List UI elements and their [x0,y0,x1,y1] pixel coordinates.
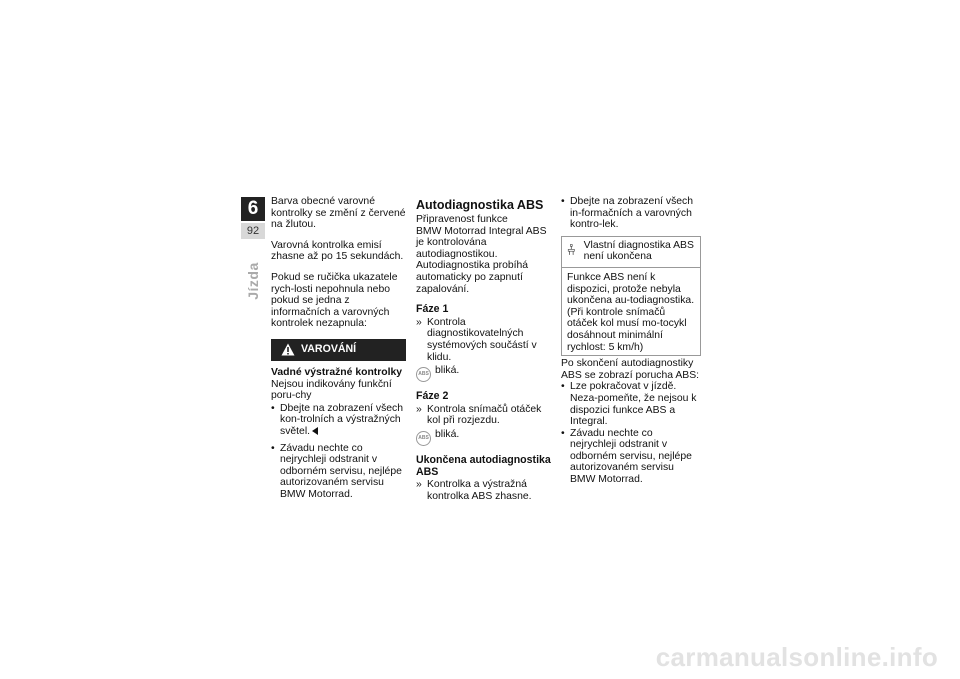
list-item: • Závadu nechte co nejrychleji odstranit v odborném servisu, nejlépe autorizovaném servisu BMW Motorrad. [271,443,406,501]
wrench-info-icon [567,240,576,260]
list-item: » Kontrola diagnostikovatelných systémových součástí v klidu. [416,317,551,363]
abs-light-icon: ABS [416,431,431,446]
info-box-title: Vlastní diagnostika ABS není ukončena [583,239,694,263]
column-3 [561,196,701,492]
info-box-header [562,237,700,268]
phase2-title: Fáze 2 [416,390,449,403]
column-2 [416,196,551,502]
chapter-number: 6 [241,197,265,221]
list-item: » Kontrolka a výstražná kontrolka ABS zhasne. [416,479,551,502]
fault-bullet-list [561,381,701,485]
warning-banner [271,339,406,361]
list-item: • Lze pokračovat v jízdě. Neza-pomeňte, že nejsou k dispozici funkce ABS a Integral. [561,381,701,427]
phase1-status: bliká. [435,365,460,377]
list-item: • Závadu nechte co nejrychleji odstranit v odborném servisu, nejlépe autorizovaném servisu BMW Motorrad. [561,428,701,486]
abs-light-icon: ABS [416,367,431,382]
section-heading: Autodiagnostika ABS [416,198,544,212]
column-1 [271,196,406,506]
done-title: Ukončena autodiagnostika ABS [416,453,551,478]
list-item: » Kontrola snímačů otáček kol při rozjezdu. [416,404,551,427]
chapter-side-label [241,246,265,316]
page-number: 92 [241,223,265,239]
end-of-section-icon [312,427,318,435]
warning-bullet-list [271,403,406,501]
warning-text: Nejsou indikovány funkční poru-chy [271,378,392,402]
warning-triangle-icon [281,343,295,356]
phase1-title: Fáze 1 [416,303,449,316]
paragraph-color-change: Barva obecné varovné kontrolky se změní z červené na žlutou. [271,196,406,231]
phase2-steps [416,404,551,427]
phase2-status: bliká. [435,428,460,440]
phase1-indicator [416,365,551,382]
warning-title: Vadné výstražné kontrolky [271,366,403,378]
paragraph-emission-light: Varovná kontrolka emisí zhasne až po 15 sekundách. [271,239,404,263]
intro-title: Připravenost funkce [416,214,508,225]
info-box-body: Funkce ABS není k dispozici, protože nebyla ukončena au-todiagnostika. (Při kontrole snímačů otáček kol musí mo-tocykl dosáhnout minimální rychlost: 5 km/h) [567,271,695,353]
chapter-title: Jízda [245,262,262,300]
list-item: • Dbejte na zobrazení všech in-formačních a varovných kontro-lek. [561,196,701,231]
check-bullet-list [561,196,701,231]
after-diagnosis-text: Po skončení autodiagnostiky ABS se zobrazí porucha ABS: [561,358,700,381]
watermark: carmanualsonline.info [655,642,938,672]
paragraph-speedometer: Pokud se ručička ukazatele rych-losti nepohnula nebo pokud se jedna z informačních a varovných kontrolek nezapnula: [271,271,398,330]
info-box [561,236,701,356]
done-steps [416,479,551,502]
list-item: • Dbejte na zobrazení všech kon-trolních a výstražných světel. [271,403,406,438]
intro-text: BMW Motorrad Integral ABS je kontrolována autodiagnostikou. Autodiagnostika probíhá automaticky po zapnutí zapalování. [416,225,547,295]
warning-label: VAROVÁNÍ [301,343,357,356]
phase2-indicator [416,429,551,446]
phase1-steps [416,317,551,363]
